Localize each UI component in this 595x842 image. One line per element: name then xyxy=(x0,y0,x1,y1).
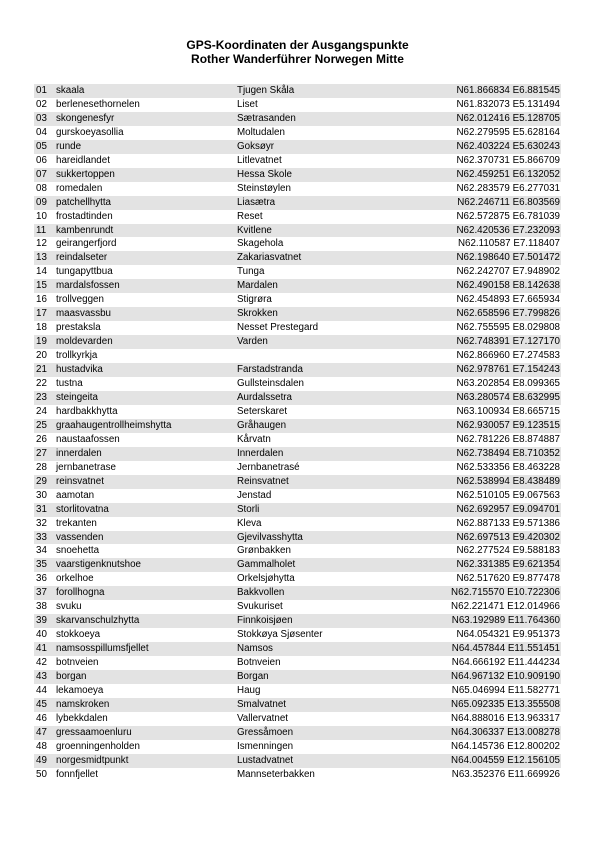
start-point-name: Varden xyxy=(237,336,268,348)
start-point-name: Borgan xyxy=(237,671,269,683)
gps-coordinates: N62.459251 E6.132052 xyxy=(456,168,560,180)
row-number: 47 xyxy=(36,726,47,738)
row-number: 29 xyxy=(36,475,47,487)
route-key: gurskoeyasollia xyxy=(56,126,124,138)
route-key: mardalsfossen xyxy=(56,280,120,292)
route-key: prestaksla xyxy=(56,322,101,334)
row-number: 13 xyxy=(36,252,47,264)
row-number: 12 xyxy=(36,238,47,250)
gps-coordinates: N62.738494 E8.710352 xyxy=(456,447,560,459)
start-point-name: Tunga xyxy=(237,266,265,278)
gps-coordinates: N62.538994 E8.438489 xyxy=(456,475,560,487)
gps-coordinates: N61.866834 E6.881545 xyxy=(456,85,560,96)
table-row xyxy=(0,572,595,586)
start-point-name: Goksøyr xyxy=(237,140,275,152)
start-point-name: Vallervatnet xyxy=(237,712,289,724)
row-number: 19 xyxy=(36,336,47,348)
route-key: runde xyxy=(56,140,82,152)
route-key: namsosspillumsfjellet xyxy=(56,643,149,655)
table-row xyxy=(0,210,595,224)
table-row xyxy=(0,363,595,377)
start-point-name: Litlevatnet xyxy=(237,154,282,166)
gps-coordinates: N62.755595 E8.029808 xyxy=(456,322,560,334)
page-subtitle: Rother Wanderführer Norwegen Mitte xyxy=(191,52,404,66)
row-number: 49 xyxy=(36,754,47,766)
start-point-name: Lustadvatnet xyxy=(237,754,294,766)
start-point-name: Skrokken xyxy=(237,308,278,320)
start-point-name: Liasætra xyxy=(237,196,276,208)
coordinate-table xyxy=(0,84,595,782)
route-key: skarvanschulzhytta xyxy=(56,615,140,627)
table-row xyxy=(0,684,595,698)
row-number: 26 xyxy=(36,433,47,445)
row-number: 07 xyxy=(36,168,47,180)
table-row xyxy=(0,182,595,196)
start-point-name: Steinstøylen xyxy=(237,182,291,194)
route-key: stokkoeya xyxy=(56,629,101,641)
table-row xyxy=(0,586,595,600)
table-row xyxy=(0,307,595,321)
route-key: romedalen xyxy=(56,182,103,194)
table-row xyxy=(0,112,595,126)
start-point-name: Storli xyxy=(237,503,260,515)
table-row xyxy=(0,698,595,712)
table-row xyxy=(0,433,595,447)
route-key: steingeita xyxy=(56,391,98,403)
route-key: lekamoeya xyxy=(56,684,104,696)
row-number: 18 xyxy=(36,322,47,334)
route-key: aamotan xyxy=(56,489,95,501)
start-point-name: Namsos xyxy=(237,643,273,655)
table-row xyxy=(0,377,595,391)
table-row xyxy=(0,391,595,405)
gps-coordinates: N62.887133 E9.571386 xyxy=(456,517,560,529)
route-key: snoehetta xyxy=(56,545,100,557)
gps-coordinates: N62.246711 E6.803569 xyxy=(457,196,560,208)
start-point-name: Hessa Skole xyxy=(237,168,292,180)
table-row xyxy=(0,642,595,656)
route-key: reindalseter xyxy=(56,252,108,264)
row-number: 38 xyxy=(36,601,47,613)
row-number: 42 xyxy=(36,657,47,669)
table-row xyxy=(0,168,595,182)
route-key: trollveggen xyxy=(56,294,104,306)
gps-coordinates: N62.370731 E5.866709 xyxy=(456,154,560,166)
row-number: 30 xyxy=(36,489,47,501)
start-point-name: Stigrøra xyxy=(237,294,272,306)
row-number: 16 xyxy=(36,294,47,306)
gps-coordinates: N62.403224 E5.630243 xyxy=(456,140,560,152)
table-row xyxy=(0,768,595,782)
table-row xyxy=(0,84,595,98)
route-key: borgan xyxy=(56,671,87,683)
table-row xyxy=(0,517,595,531)
gps-coordinates: N62.221471 E12.014966 xyxy=(451,601,560,613)
route-key: tustna xyxy=(56,378,83,390)
gps-coordinates: N62.490158 E8.142638 xyxy=(456,280,560,292)
table-row xyxy=(0,335,595,349)
table-row xyxy=(0,503,595,517)
start-point-name: Haug xyxy=(237,684,261,696)
route-key: moldevarden xyxy=(56,336,113,348)
table-row xyxy=(0,419,595,433)
table-row xyxy=(0,321,595,335)
start-point-name: Moltudalen xyxy=(237,126,285,138)
gps-coordinates: N62.697513 E9.420302 xyxy=(456,531,560,543)
start-point-name: Svukuriset xyxy=(237,601,283,613)
table-row xyxy=(0,461,595,475)
start-point-name: Farstadstranda xyxy=(237,364,303,376)
gps-coordinates: N62.715570 E10.722306 xyxy=(451,587,560,599)
table-row xyxy=(0,224,595,238)
start-point-name: Seterskaret xyxy=(237,405,288,417)
route-key: graahaugentrollheimshytta xyxy=(56,419,172,431)
row-number: 15 xyxy=(36,280,47,292)
gps-coordinates: N64.666192 E11.444234 xyxy=(451,657,560,669)
table-row xyxy=(0,628,595,642)
row-number: 10 xyxy=(36,210,47,222)
route-key: jernbanetrase xyxy=(56,461,116,473)
gps-coordinates: N63.352376 E11.669926 xyxy=(451,768,560,780)
table-row xyxy=(0,544,595,558)
start-point-name: Reset xyxy=(237,210,263,222)
row-number: 14 xyxy=(36,266,47,278)
row-number: 20 xyxy=(36,350,47,362)
row-number: 04 xyxy=(36,126,47,138)
row-number: 43 xyxy=(36,671,47,683)
start-point-name: Tjugen Skåla xyxy=(237,85,295,96)
gps-coordinates: N64.967132 E10.909190 xyxy=(451,671,560,683)
start-point-name: Bakkvollen xyxy=(237,587,285,599)
table-row xyxy=(0,600,595,614)
start-point-name: Liset xyxy=(237,98,258,110)
table-row xyxy=(0,405,595,419)
table-row xyxy=(0,154,595,168)
row-number: 01 xyxy=(36,85,47,96)
row-number: 48 xyxy=(36,740,47,752)
row-number: 37 xyxy=(36,587,47,599)
gps-coordinates: N62.279595 E5.628164 xyxy=(456,126,560,138)
route-key: geirangerfjord xyxy=(56,238,117,250)
row-number: 45 xyxy=(36,698,47,710)
row-number: 31 xyxy=(36,503,47,515)
gps-coordinates: N62.454893 E7.665934 xyxy=(456,294,560,306)
route-key: hareidlandet xyxy=(56,154,110,166)
gps-coordinates: N62.012416 E5.128705 xyxy=(456,112,560,124)
route-key: naustaafossen xyxy=(56,433,120,445)
table-row xyxy=(0,489,595,503)
route-key: hustadvika xyxy=(56,364,103,376)
route-key: reinsvatnet xyxy=(56,475,104,487)
route-key: kambenrundt xyxy=(56,224,114,236)
row-number: 33 xyxy=(36,531,47,543)
table-row xyxy=(0,740,595,754)
route-key: frostadtinden xyxy=(56,210,113,222)
gps-coordinates: N64.457844 E11.551451 xyxy=(451,643,560,655)
route-key: trollkyrkja xyxy=(56,350,98,362)
start-point-name: Jernbanetrasé xyxy=(237,461,300,473)
start-point-name: Kleva xyxy=(237,517,262,529)
row-number: 46 xyxy=(36,712,47,724)
row-number: 17 xyxy=(36,308,47,320)
gps-coordinates: N62.781226 E8.874887 xyxy=(456,433,560,445)
route-key: storlitovatna xyxy=(56,503,109,515)
row-number: 28 xyxy=(36,461,47,473)
start-point-name: Gressåmoen xyxy=(237,726,294,738)
gps-coordinates: N64.306337 E13.008278 xyxy=(451,726,560,738)
start-point-name: Zakariasvatnet xyxy=(237,252,302,264)
route-key: gressaamoenluru xyxy=(56,726,132,738)
table-row xyxy=(0,126,595,140)
row-number: 44 xyxy=(36,684,47,696)
route-key: hardbakkhytta xyxy=(56,405,118,417)
table-row xyxy=(0,558,595,572)
row-number: 40 xyxy=(36,629,47,641)
route-key: trekanten xyxy=(56,517,97,529)
row-number: 05 xyxy=(36,140,47,152)
gps-coordinates: N62.331385 E9.621354 xyxy=(456,559,560,571)
row-number: 06 xyxy=(36,154,47,166)
row-number: 50 xyxy=(36,768,47,780)
row-number: 24 xyxy=(36,405,47,417)
table-row xyxy=(0,140,595,154)
row-number: 25 xyxy=(36,419,47,431)
start-point-name: Reinsvatnet xyxy=(237,475,289,487)
start-point-name: Jenstad xyxy=(237,489,272,501)
gps-coordinates: N62.533356 E8.463228 xyxy=(456,461,560,473)
page-title: GPS-Koordinaten der Ausgangspunkte xyxy=(186,38,409,52)
gps-coordinates: N62.658596 E7.799826 xyxy=(456,308,560,320)
table-row xyxy=(0,726,595,740)
gps-coordinates: N64.888016 E13.963317 xyxy=(451,712,560,724)
row-number: 27 xyxy=(36,447,47,459)
row-number: 02 xyxy=(36,98,47,110)
gps-coordinates: N62.110587 E7.118407 xyxy=(457,238,560,250)
start-point-name: Aurdalssetra xyxy=(237,391,292,403)
gps-coordinates: N63.280574 E8.632995 xyxy=(456,391,560,403)
table-row xyxy=(0,531,595,545)
row-number: 23 xyxy=(36,391,47,403)
route-key: groenningenholden xyxy=(56,740,140,752)
route-key: maasvassbu xyxy=(56,308,111,320)
start-point-name: Finnkoisjøen xyxy=(237,615,293,627)
gps-coordinates: N62.930057 E9.123515 xyxy=(456,419,560,431)
table-row xyxy=(0,237,595,251)
row-number: 22 xyxy=(36,378,47,390)
table-row xyxy=(0,349,595,363)
route-key: svuku xyxy=(56,601,82,613)
table-row xyxy=(0,475,595,489)
table-row xyxy=(0,196,595,210)
gps-coordinates: N65.046994 E11.582771 xyxy=(451,684,560,696)
start-point-name: Smalvatnet xyxy=(237,698,287,710)
gps-coordinates: N62.420536 E7.232093 xyxy=(456,224,560,236)
gps-coordinates: N62.277524 E9.588183 xyxy=(456,545,560,557)
start-point-name: Nesset Prestegard xyxy=(237,322,319,334)
row-number: 08 xyxy=(36,182,47,194)
route-key: fonnfjellet xyxy=(56,768,98,780)
start-point-name: Gråhaugen xyxy=(237,419,287,431)
table-row xyxy=(0,656,595,670)
start-point-name: Skagehola xyxy=(237,238,284,250)
route-key: norgesmidtpunkt xyxy=(56,754,129,766)
gps-coordinates: N62.748391 E7.127170 xyxy=(456,336,560,348)
route-key: patchellhytta xyxy=(56,196,112,208)
route-key: forollhogna xyxy=(56,587,105,599)
gps-coordinates: N62.692957 E9.094701 xyxy=(456,503,560,515)
gps-coordinates: N64.054321 E9.951373 xyxy=(456,629,560,641)
row-number: 09 xyxy=(36,196,47,208)
row-number: 21 xyxy=(36,364,47,376)
start-point-name: Grønbakken xyxy=(237,545,291,557)
route-key: vassenden xyxy=(56,531,104,543)
route-key: lybekkdalen xyxy=(56,712,108,724)
start-point-name: Sætrasanden xyxy=(237,112,296,124)
gps-coordinates: N62.572875 E6.781039 xyxy=(456,210,560,222)
route-key: sukkertoppen xyxy=(56,168,115,180)
gps-coordinates: N61.832073 E5.131494 xyxy=(456,98,560,110)
route-key: skongenesfyr xyxy=(56,112,115,124)
route-key: vaarstigenknutshoe xyxy=(56,559,141,571)
gps-coordinates: N62.510105 E9.067563 xyxy=(456,489,560,501)
start-point-name: Mardalen xyxy=(237,280,278,292)
row-number: 39 xyxy=(36,615,47,627)
route-key: innerdalen xyxy=(56,447,102,459)
start-point-name: Gullsteinsdalen xyxy=(237,378,304,390)
gps-coordinates: N62.978761 E7.154243 xyxy=(456,364,560,376)
row-number: 11 xyxy=(36,224,47,236)
table-row xyxy=(0,293,595,307)
start-point-name: Innerdalen xyxy=(237,447,284,459)
table-row xyxy=(0,265,595,279)
gps-coordinates: N64.004559 E12.156105 xyxy=(451,754,560,766)
gps-coordinates: N62.866960 E7.274583 xyxy=(456,350,560,362)
row-number: 41 xyxy=(36,643,47,655)
route-key: skaala xyxy=(56,85,85,96)
gps-coordinates: N62.242707 E7.948902 xyxy=(456,266,560,278)
gps-coordinates: N65.092335 E13.355508 xyxy=(451,698,560,710)
route-key: tungapyttbua xyxy=(56,266,113,278)
start-point-name: Gammalholet xyxy=(237,559,296,571)
row-number: 34 xyxy=(36,545,47,557)
row-number: 03 xyxy=(36,112,47,124)
start-point-name: Ismenningen xyxy=(237,740,294,752)
start-point-name: Orkelsjøhytta xyxy=(237,573,295,585)
start-point-name: Stokkøya Sjøsenter xyxy=(237,629,323,641)
table-row xyxy=(0,754,595,768)
start-point-name: Mannseterbakken xyxy=(237,768,315,780)
table-row xyxy=(0,712,595,726)
table-row xyxy=(0,98,595,112)
gps-coordinates: N64.145736 E12.800202 xyxy=(451,740,560,752)
start-point-name: Botnveien xyxy=(237,657,281,669)
start-point-name: Kårvatn xyxy=(237,433,271,445)
table-row xyxy=(0,670,595,684)
row-number: 36 xyxy=(36,573,47,585)
route-key: berlenesethornelen xyxy=(56,98,140,110)
row-number: 32 xyxy=(36,517,47,529)
table-row xyxy=(0,447,595,461)
gps-coordinates: N62.198640 E7.501472 xyxy=(456,252,560,264)
gps-coordinates: N63.192989 E11.764360 xyxy=(451,615,560,627)
row-number: 35 xyxy=(36,559,47,571)
table-row xyxy=(0,251,595,265)
start-point-name: Gjevilvasshytta xyxy=(237,531,303,543)
gps-coordinates: N62.517620 E9.877478 xyxy=(456,573,560,585)
gps-coordinates: N63.100934 E8.665715 xyxy=(456,405,560,417)
route-key: botnveien xyxy=(56,657,99,669)
table-row xyxy=(0,279,595,293)
gps-coordinates: N62.283579 E6.277031 xyxy=(456,182,560,194)
route-key: orkelhoe xyxy=(56,573,94,585)
gps-coordinates: N63.202854 E8.099365 xyxy=(456,378,560,390)
table-row xyxy=(0,614,595,628)
start-point-name: Kvitlene xyxy=(237,224,272,236)
route-key: namskroken xyxy=(56,698,110,710)
